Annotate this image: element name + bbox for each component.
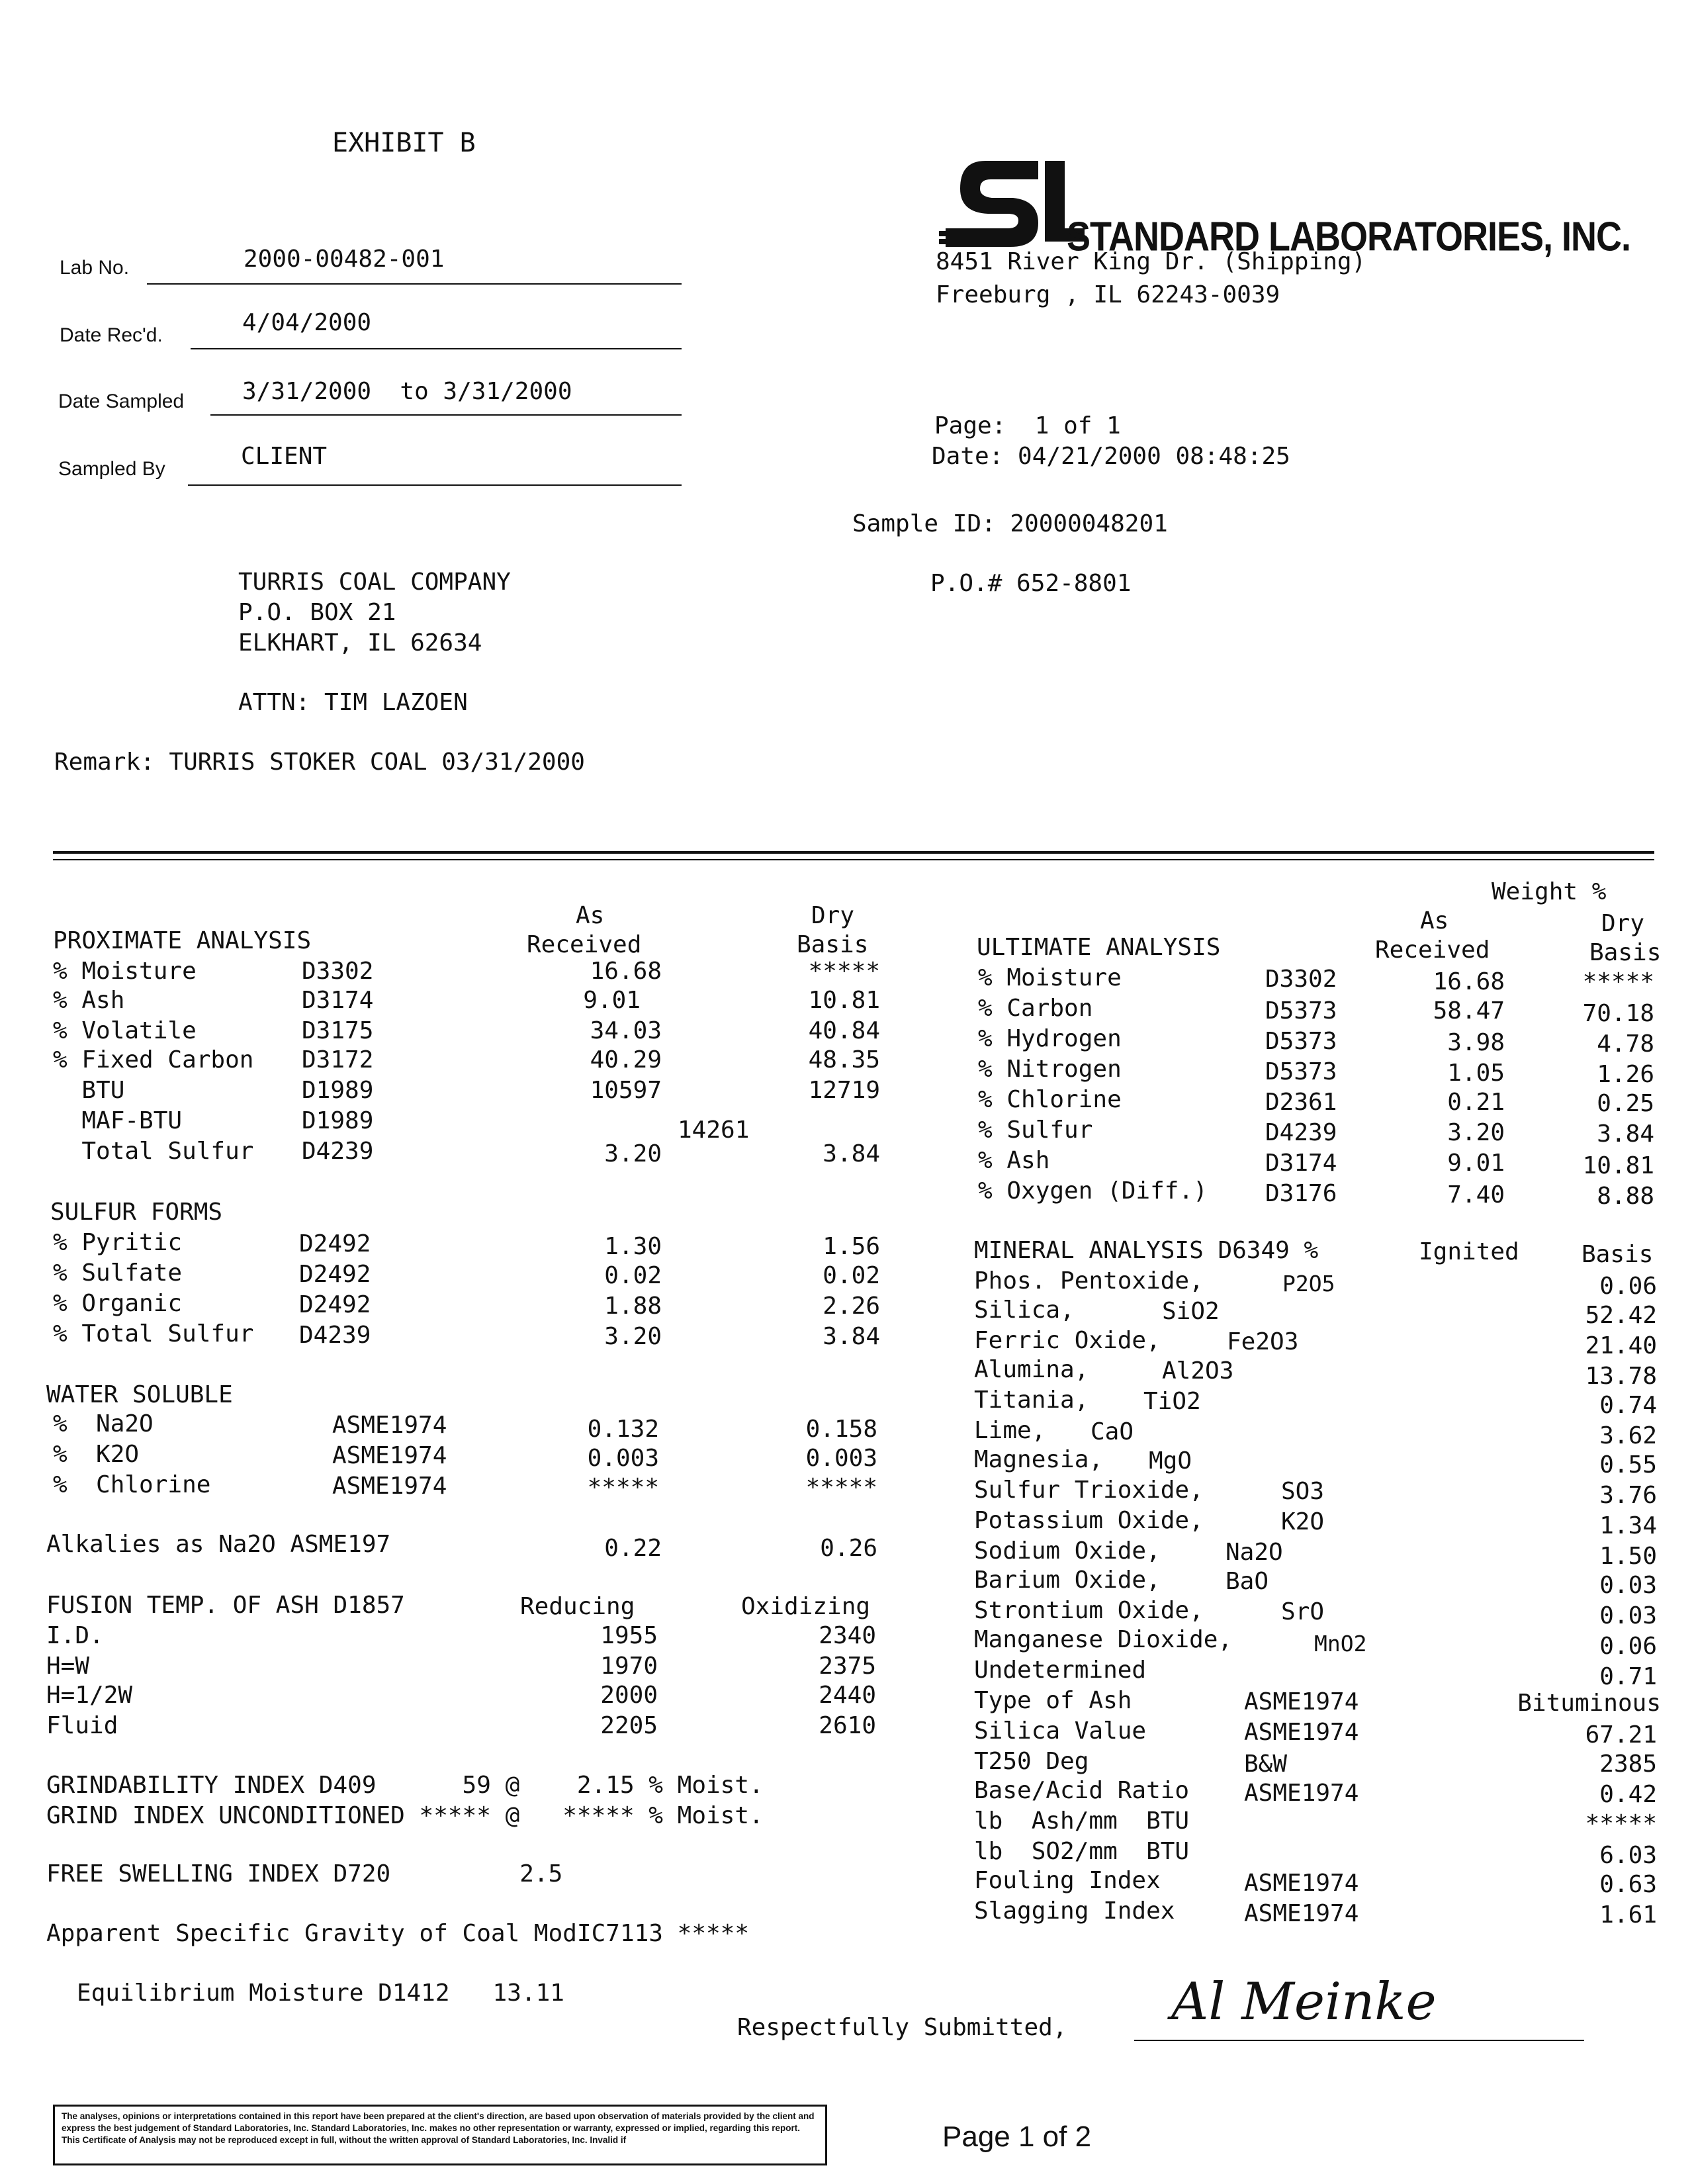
mineral-value: 0.03	[1599, 1572, 1657, 1599]
row-method: D2492	[299, 1291, 371, 1318]
row-name: % Ash	[53, 987, 125, 1014]
row-as-received: 10597	[590, 1077, 662, 1104]
remark: Remark: TURRIS STOKER COAL 03/31/2000	[54, 749, 585, 776]
row-as-received: 1.05	[1447, 1060, 1505, 1087]
date-sampled-underline	[210, 414, 682, 416]
free-swelling-index: FREE SWELLING INDEX D720 2.5	[46, 1860, 563, 1888]
row-dry-basis: *****	[805, 1474, 877, 1501]
row-method: D3176	[1265, 1180, 1337, 1207]
mineral-name: Lime,	[974, 1417, 1046, 1444]
row-name: % Volatile	[53, 1017, 197, 1044]
lab-name: STANDARD LABORATORIES, INC.	[1067, 214, 1631, 260]
ash-name: T250 Deg	[974, 1748, 1089, 1775]
ash-name: Base/Acid Ratio	[974, 1777, 1190, 1804]
row-method: ASME1974	[332, 1412, 447, 1439]
row-reducing: 1955	[600, 1622, 658, 1649]
row-method: D1989	[302, 1077, 374, 1104]
row-method: D3175	[302, 1017, 374, 1044]
page-footer-number: Page 1 of 2	[942, 2120, 1092, 2153]
row-name: Total Sulfur	[53, 1138, 254, 1165]
row-name: % Hydrogen	[978, 1025, 1122, 1052]
mineral-name: Sulfur Trioxide,	[974, 1477, 1204, 1504]
mineral-name: Sodium Oxide,	[974, 1537, 1161, 1565]
row-dry-basis: 1.56	[823, 1233, 880, 1260]
sampled-by-underline	[188, 484, 682, 486]
row-oxidizing: 2440	[819, 1682, 876, 1709]
row-as-received: 3.20	[604, 1140, 662, 1167]
row-method: D2492	[299, 1230, 371, 1257]
report-date: Date: 04/21/2000 08:48:25	[932, 443, 1290, 470]
row-reducing: 2000	[600, 1682, 658, 1709]
mineral-col-basis: Basis	[1582, 1241, 1654, 1268]
row-as-received: 3.98	[1447, 1029, 1505, 1056]
row-dry-basis: 3.84	[823, 1323, 880, 1350]
row-as-received: 3.20	[604, 1323, 662, 1350]
row-dry-basis: 0.003	[805, 1445, 877, 1472]
row-as-received: 14261	[678, 1116, 750, 1144]
ash-value: 2385	[1599, 1751, 1657, 1778]
row-dry-basis: 2.26	[823, 1293, 880, 1320]
water-soluble-title: WATER SOLUBLE	[46, 1381, 233, 1408]
row-dry-basis: 8.88	[1597, 1183, 1654, 1210]
mineral-value: 0.06	[1599, 1633, 1657, 1660]
grind-index-unconditioned: GRIND INDEX UNCONDITIONED ***** @ ***** % Moist.	[46, 1802, 764, 1829]
ash-value: 6.03	[1599, 1842, 1657, 1869]
row-name: % Total Sulfur	[53, 1320, 254, 1347]
ash-value: 1.61	[1599, 1901, 1657, 1929]
mineral-name: Potassium Oxide,	[974, 1507, 1204, 1534]
mineral-value: 0.03	[1599, 1602, 1657, 1629]
grindability-index: GRINDABILITY INDEX D409 59 @ 2.15 % Moist.	[46, 1772, 764, 1799]
date-recd-underline	[191, 348, 682, 349]
mineral-formula: Al2O3	[1162, 1357, 1234, 1385]
mineral-value: 13.78	[1585, 1363, 1657, 1390]
row-name: % Moisture	[978, 964, 1122, 991]
disclaimer-box	[53, 2105, 827, 2165]
row-name: H=W	[46, 1653, 90, 1680]
row-dry-basis: 0.02	[823, 1262, 880, 1289]
row-method: D5373	[1265, 1028, 1337, 1055]
row-name: % Na2O	[53, 1410, 154, 1437]
row-oxidizing: 2375	[819, 1653, 876, 1680]
row-as-received: 9.01	[583, 987, 641, 1014]
client-address-line1: P.O. BOX 21	[238, 599, 396, 626]
row-method: D3302	[302, 958, 374, 985]
ultimate-col-as: As	[1420, 907, 1449, 934]
row-name: % Chlorine	[978, 1086, 1122, 1113]
row-name: MAF-BTU	[53, 1107, 183, 1134]
row-method: D3174	[1265, 1150, 1337, 1177]
row-method: D4239	[1265, 1119, 1337, 1146]
row-dry-basis: 10.81	[1582, 1152, 1654, 1179]
mineral-value: 3.62	[1599, 1422, 1657, 1449]
mineral-formula: Fe2O3	[1227, 1328, 1299, 1355]
row-as-received: 7.40	[1447, 1181, 1505, 1208]
row-as-received: 0.132	[587, 1416, 659, 1443]
proximate-col-basis: Basis	[797, 931, 869, 958]
row-reducing: 1970	[600, 1653, 658, 1680]
row-dry-basis: *****	[808, 958, 880, 985]
mineral-name: Strontium Oxide,	[974, 1597, 1204, 1624]
row-name: % Nitrogen	[978, 1056, 1122, 1083]
client-name: TURRIS COAL COMPANY	[238, 569, 511, 596]
ash-method: ASME1974	[1244, 1780, 1359, 1807]
mineral-value: 21.40	[1585, 1332, 1657, 1359]
row-name: % Chlorine	[53, 1471, 211, 1498]
row-name: % Sulfate	[53, 1259, 183, 1287]
ultimate-col-basis: Basis	[1589, 939, 1662, 966]
lab-no-underline	[147, 283, 682, 285]
ash-name: Slagging Index	[974, 1897, 1175, 1925]
proximate-col-received: Received	[527, 931, 642, 958]
row-method: D3172	[302, 1046, 374, 1073]
lab-no-value: 2000-00482-001	[244, 246, 445, 273]
fusion-title: FUSION TEMP. OF ASH D1857	[46, 1592, 405, 1619]
row-as-received: 16.68	[590, 958, 662, 985]
mineral-name: Alumina,	[974, 1356, 1089, 1383]
row-name: BTU	[53, 1077, 125, 1104]
ash-method: ASME1974	[1244, 1688, 1359, 1715]
respectfully-submitted: Respectfully Submitted,	[737, 2014, 1067, 2041]
row-name: % Organic	[53, 1290, 183, 1317]
lab-address-line1: 8451 River King Dr. (Shipping)	[936, 248, 1366, 275]
mineral-col-ignited: Ignited	[1419, 1238, 1519, 1265]
row-name: H=1/2W	[46, 1682, 133, 1709]
ash-method: ASME1974	[1244, 1870, 1359, 1897]
mineral-name: Magnesia,	[974, 1446, 1104, 1473]
proximate-col-as: As	[576, 902, 605, 929]
mineral-name: Barium Oxide,	[974, 1567, 1161, 1594]
row-as-received: 40.29	[590, 1046, 662, 1073]
fusion-col-oxidizing: Oxidizing	[741, 1593, 871, 1620]
row-dry-basis: 40.84	[808, 1017, 880, 1044]
row-name: % Fixed Carbon	[53, 1046, 254, 1073]
mineral-formula: MnO2	[1314, 1631, 1367, 1657]
mineral-formula: SiO2	[1162, 1298, 1220, 1325]
mineral-formula: K2O	[1281, 1508, 1325, 1535]
mineral-value: 1.34	[1599, 1512, 1657, 1539]
ultimate-title: ULTIMATE ANALYSIS	[977, 934, 1221, 961]
ash-value: Bituminous	[1517, 1690, 1661, 1717]
fusion-col-reducing: Reducing	[520, 1593, 635, 1620]
ultimate-col-dry: Dry	[1601, 910, 1645, 937]
ash-value: *****	[1585, 1810, 1657, 1837]
row-as-received: *****	[587, 1474, 659, 1501]
ash-value: 0.63	[1599, 1871, 1657, 1898]
mineral-value: 3.76	[1599, 1482, 1657, 1509]
mineral-value: 1.50	[1599, 1543, 1657, 1570]
mineral-formula: TiO2	[1143, 1388, 1201, 1415]
mineral-value: 0.74	[1599, 1392, 1657, 1419]
equilibrium-moisture: Equilibrium Moisture D1412 13.11	[77, 1979, 564, 2007]
ash-method: ASME1974	[1244, 1900, 1359, 1927]
lab-logo-mark	[939, 154, 1085, 253]
date-recd-value: 4/04/2000	[242, 309, 372, 336]
row-dry-basis: 4.78	[1597, 1030, 1654, 1058]
row-as-received: 9.01	[1447, 1150, 1505, 1177]
row-name: I.D.	[46, 1622, 104, 1649]
row-dry-basis: 70.18	[1582, 1000, 1654, 1027]
row-method: ASME1974	[332, 1473, 447, 1500]
ash-name: Silica Value	[974, 1717, 1147, 1745]
mineral-name: Silica,	[974, 1297, 1075, 1324]
mineral-formula: BaO	[1226, 1568, 1269, 1595]
proximate-title: PROXIMATE ANALYSIS	[53, 927, 312, 954]
row-method: D5373	[1265, 1058, 1337, 1085]
date-sampled-label: Date Sampled	[58, 390, 185, 412]
section-rule-bottom	[53, 859, 1654, 860]
row-dry-basis: 3.84	[823, 1140, 880, 1167]
row-oxidizing: 2340	[819, 1622, 876, 1649]
mineral-value: 0.06	[1599, 1273, 1657, 1300]
row-oxidizing: 2610	[819, 1712, 876, 1739]
row-dry-basis: *****	[1582, 968, 1654, 995]
row-name: % Oxygen (Diff.)	[978, 1177, 1208, 1205]
section-rule-top	[53, 851, 1654, 854]
row-as-received: 58.47	[1433, 997, 1505, 1024]
row-dry-basis: 0.158	[805, 1416, 877, 1443]
ash-name: Type of Ash	[974, 1687, 1132, 1714]
row-method: D4239	[302, 1138, 374, 1165]
alkalies-as-received: 0.22	[604, 1535, 662, 1562]
ultimate-col-received: Received	[1375, 936, 1490, 964]
mineral-title: MINERAL ANALYSIS D6349 %	[974, 1237, 1319, 1264]
mineral-formula: CaO	[1091, 1418, 1134, 1445]
row-name: % Sulfur	[978, 1116, 1093, 1144]
row-dry-basis: 0.25	[1597, 1090, 1654, 1117]
mineral-formula: SO3	[1281, 1478, 1325, 1505]
lab-logo	[926, 142, 1085, 256]
lab-no-label: Lab No.	[60, 257, 130, 279]
sample-id: Sample ID: 20000048201	[852, 510, 1168, 537]
ash-name: Fouling Index	[974, 1867, 1161, 1894]
row-as-received: 16.68	[1433, 968, 1505, 995]
row-as-received: 34.03	[590, 1017, 662, 1044]
date-sampled-value: 3/31/2000 to 3/31/2000	[242, 378, 572, 405]
signature: Al Meinke	[1171, 1972, 1437, 2032]
row-name: % Moisture	[53, 958, 197, 985]
row-method: D3302	[1265, 966, 1337, 993]
sampled-by-value: CLIENT	[241, 443, 328, 470]
proximate-col-dry: Dry	[811, 902, 855, 929]
exhibit-title: EXHIBIT B	[332, 128, 476, 158]
row-as-received: 1.88	[604, 1293, 662, 1320]
row-dry-basis: 1.26	[1597, 1061, 1654, 1088]
lab-address-line2: Freeburg , IL 62243-0039	[936, 281, 1280, 308]
purchase-order: P.O.# 652-8801	[930, 570, 1132, 597]
sulfur-forms-title: SULFUR FORMS	[50, 1199, 223, 1226]
mineral-name: Ferric Oxide,	[974, 1327, 1161, 1354]
row-name: % K2O	[53, 1441, 140, 1468]
date-recd-label: Date Rec'd.	[60, 324, 163, 346]
mineral-name: Phos. Pentoxide,	[974, 1267, 1204, 1295]
signature-line	[1134, 2040, 1584, 2041]
row-method: D2492	[299, 1261, 371, 1288]
row-reducing: 2205	[600, 1712, 658, 1739]
mineral-name: Manganese Dioxide,	[974, 1626, 1233, 1653]
row-method: D1989	[302, 1107, 374, 1134]
apparent-specific-gravity: Apparent Specific Gravity of Coal ModIC7113 *****	[46, 1920, 750, 1947]
row-as-received: 0.21	[1447, 1089, 1505, 1116]
ash-value: 0.42	[1599, 1781, 1657, 1808]
row-method: D3174	[302, 987, 374, 1014]
alkalies-dry-basis: 0.26	[820, 1535, 877, 1562]
mineral-formula: P2O5	[1282, 1271, 1335, 1297]
mineral-formula: MgO	[1149, 1447, 1192, 1475]
ash-method: B&W	[1244, 1751, 1288, 1778]
row-name: Fluid	[46, 1712, 118, 1739]
mineral-formula: Na2O	[1226, 1539, 1283, 1566]
row-dry-basis: 48.35	[808, 1046, 880, 1073]
ash-value: 67.21	[1585, 1721, 1657, 1749]
row-method: ASME1974	[332, 1442, 447, 1469]
row-method: D5373	[1265, 997, 1337, 1024]
row-dry-basis: 12719	[808, 1077, 880, 1104]
alkalies-name: Alkalies as Na2O ASME197	[46, 1531, 391, 1558]
report-page-number: Page: 1 of 1	[934, 412, 1121, 439]
ash-name: lb SO2/mm BTU	[974, 1838, 1190, 1865]
row-as-received: 3.20	[1447, 1119, 1505, 1146]
row-method: D2361	[1265, 1089, 1337, 1116]
row-method: D4239	[299, 1322, 371, 1349]
row-name: % Pyritic	[53, 1229, 183, 1256]
sampled-by-label: Sampled By	[58, 458, 165, 480]
ash-method: ASME1974	[1244, 1719, 1359, 1746]
mineral-formula: SrO	[1281, 1598, 1325, 1625]
row-as-received: 0.02	[604, 1262, 662, 1289]
row-name: % Ash	[978, 1147, 1050, 1174]
row-dry-basis: 3.84	[1597, 1120, 1654, 1148]
mineral-value: 0.71	[1599, 1663, 1657, 1690]
mineral-value: 52.42	[1585, 1302, 1657, 1329]
row-as-received: 0.003	[587, 1445, 659, 1472]
row-as-received: 1.30	[604, 1233, 662, 1260]
ash-name: lb Ash/mm BTU	[974, 1807, 1190, 1835]
disclaimer-text: The analyses, opinions or interpretations contained in this report have been prepared at the client's direction, are based upon observation of materials provided by the client and express the best judgement of Standard Laboratories, Inc. Standard Laboratories, Inc. makes no other representation or warranty, expressed or implied, regarding this report. This Certificate of Analysis may not be reproduced except in full, without the written approval of Standard Laboratories, Inc. Invalid if	[62, 2111, 815, 2145]
mineral-value: 0.55	[1599, 1451, 1657, 1479]
ultimate-weight-percent: Weight %	[1492, 878, 1607, 905]
mineral-name: Titania,	[974, 1387, 1089, 1414]
row-dry-basis: 10.81	[808, 987, 880, 1014]
row-name: % Carbon	[978, 995, 1093, 1022]
client-address-line2: ELKHART, IL 62634	[238, 629, 482, 657]
client-attention: ATTN: TIM LAZOEN	[238, 689, 468, 716]
mineral-name: Undetermined	[974, 1657, 1147, 1684]
